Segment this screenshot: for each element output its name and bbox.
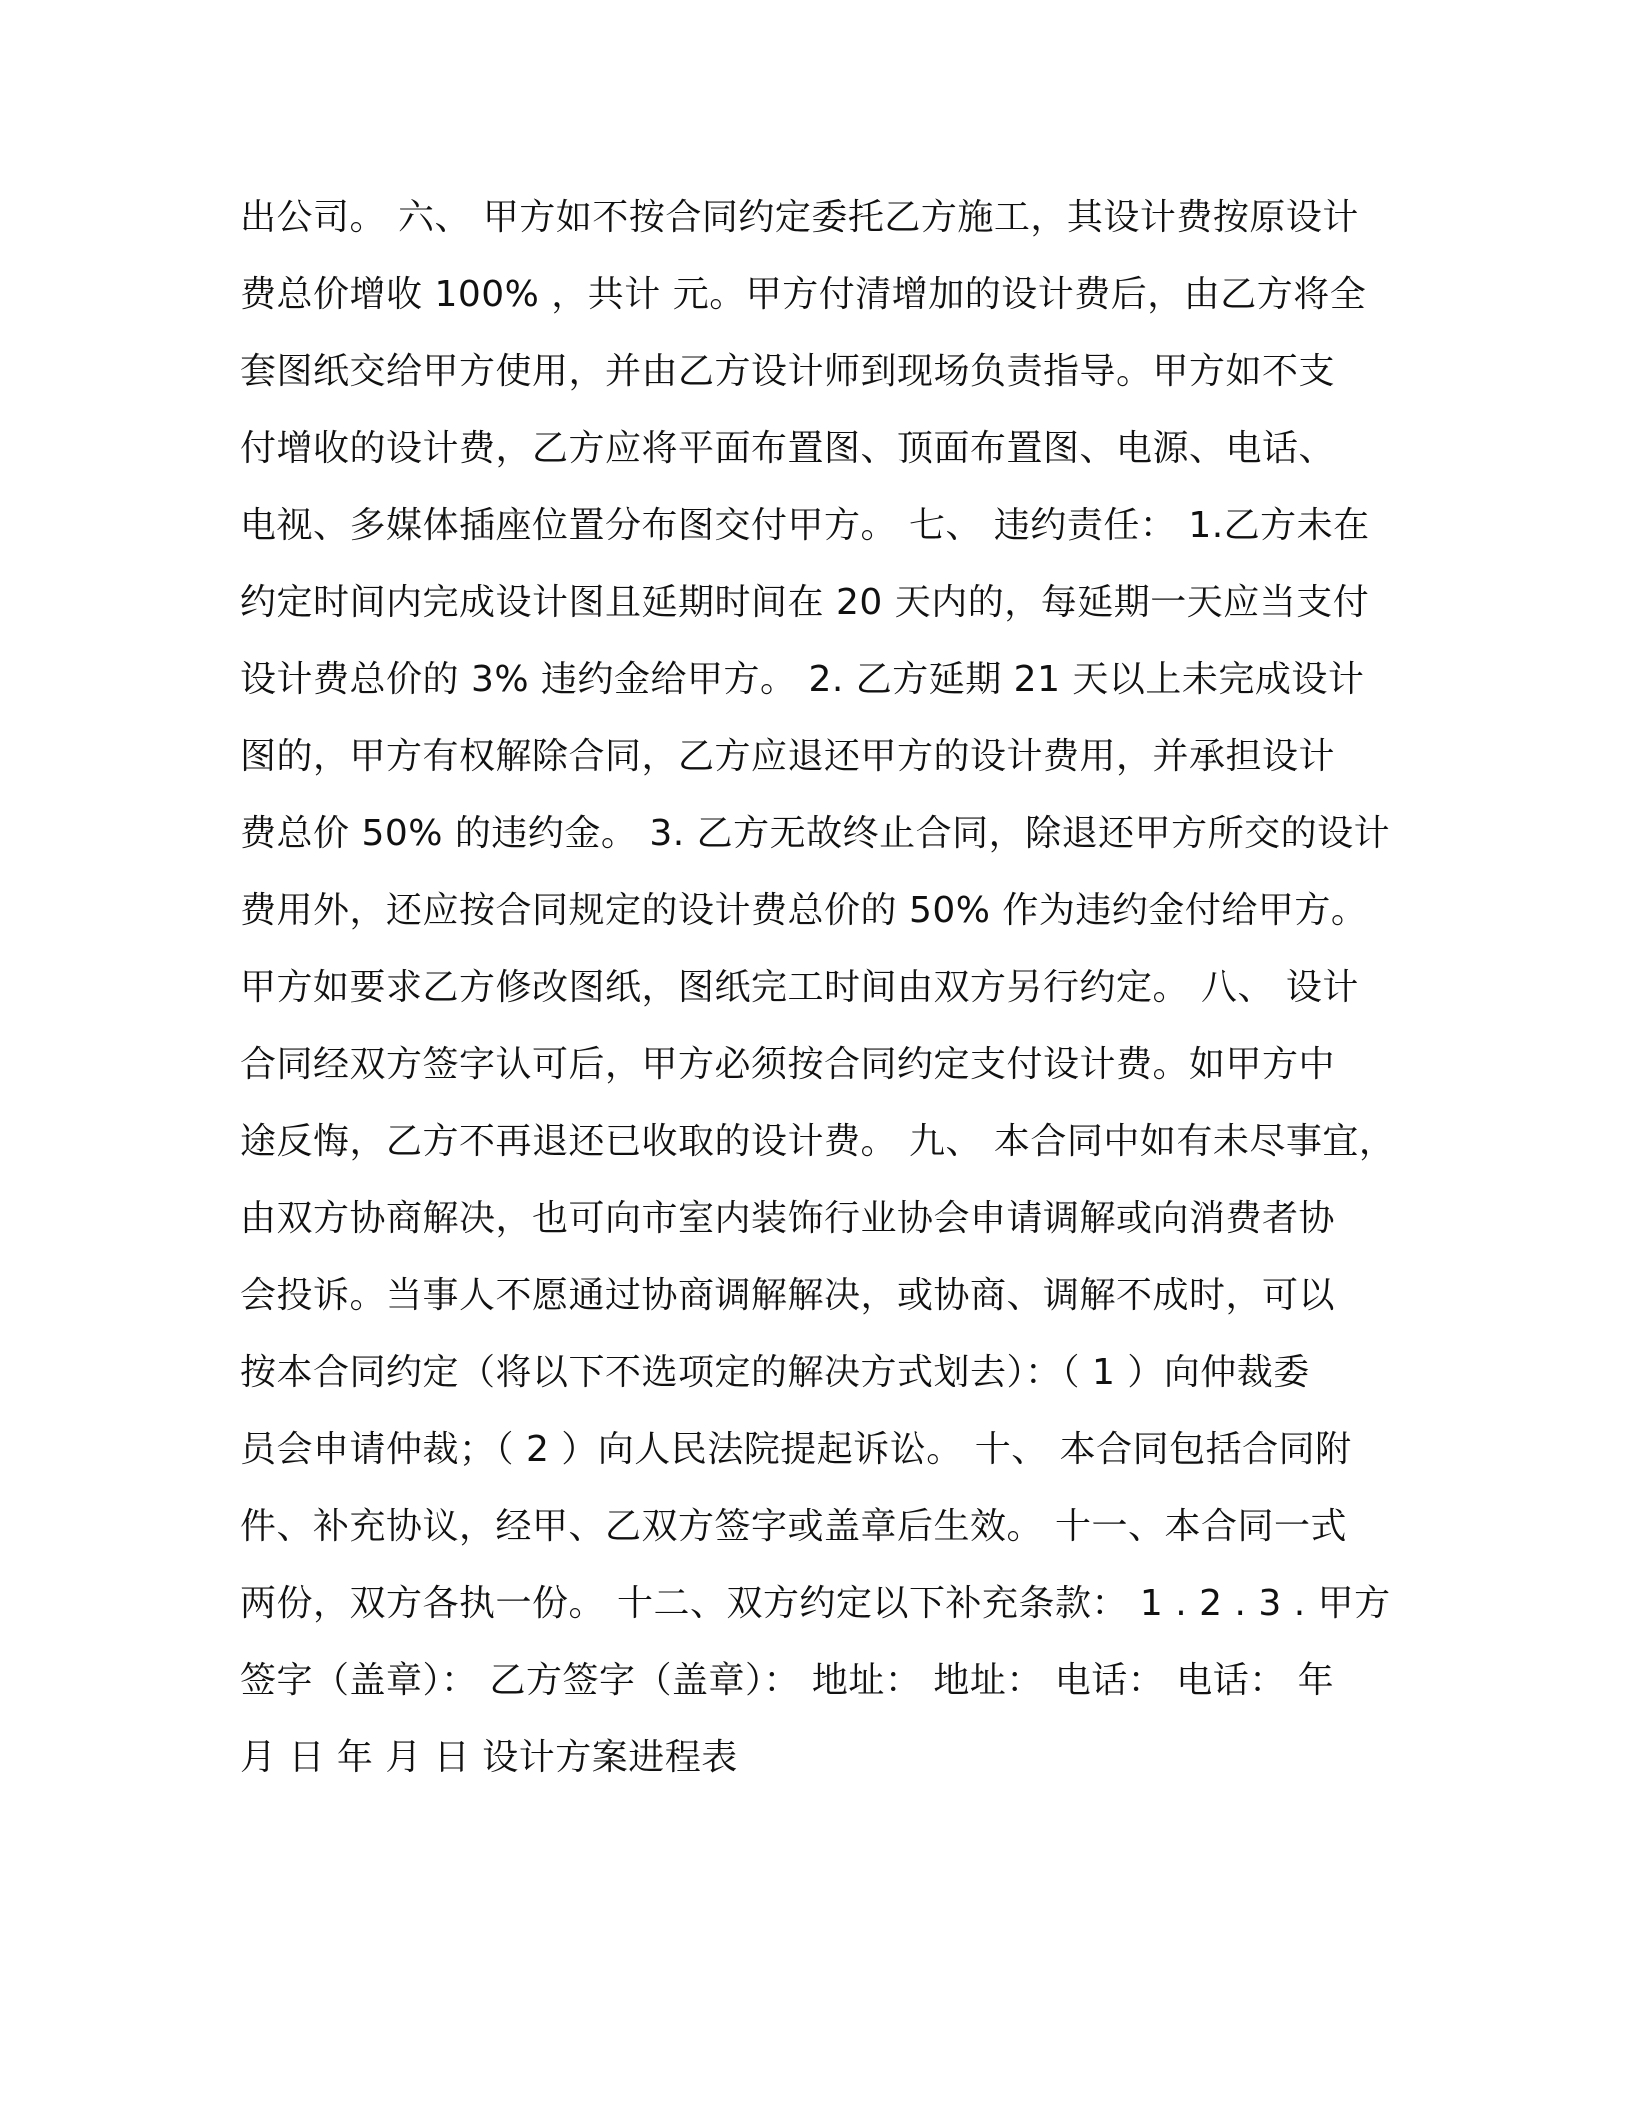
text-line: 途反悔，乙方不再退还已收取的设计费。 九、 本合同中如有未尽事宜， bbox=[240, 1121, 1396, 1162]
text-line: 图的，甲方有权解除合同，乙方应退还甲方的设计费用，并承担设计 bbox=[240, 736, 1336, 777]
text-line: 由双方协商解决，也可向市室内装饰行业协会申请调解或向消费者协 bbox=[240, 1198, 1336, 1239]
text-line: 费总价增收 100% ，共计 元。甲方付清增加的设计费后，由乙方将全 bbox=[240, 274, 1367, 315]
text-line: 甲方如要求乙方修改图纸，图纸完工时间由双方另行约定。 八、 设计 bbox=[240, 967, 1359, 1008]
contract-body-text bbox=[240, 188, 1420, 1805]
text-line: 设计费总价的 3% 违约金给甲方。 2. 乙方延期 21 天以上未完成设计 bbox=[240, 659, 1365, 700]
text-line: 会投诉。当事人不愿通过协商调解解决，或协商、调解不成时，可以 bbox=[240, 1275, 1336, 1316]
text-line: 出公司。 六、 甲方如不按合同约定委托乙方施工，其设计费按原设计 bbox=[240, 197, 1359, 238]
text-line: 电视、多媒体插座位置分布图交付甲方。 七、 违约责任： 1.乙方未在 bbox=[240, 505, 1370, 546]
text-line: 套图纸交给甲方使用，并由乙方设计师到现场负责指导。甲方如不支 bbox=[240, 351, 1336, 392]
text-line: 按本合同约定（将以下不选项定的解决方式划去）：（ 1 ）向仲裁委 bbox=[240, 1352, 1310, 1393]
text-line: 员会申请仲裁；（ 2 ）向人民法院提起诉讼。 十、 本合同包括合同附 bbox=[240, 1429, 1352, 1470]
text-line: 费用外，还应按合同规定的设计费总价的 50% 作为违约金付给甲方。 bbox=[240, 890, 1368, 931]
text-line: 约定时间内完成设计图且延期时间在 20 天内的，每延期一天应当支付 bbox=[240, 582, 1370, 623]
text-line: 合同经双方签字认可后，甲方必须按合同约定支付设计费。如甲方中 bbox=[240, 1044, 1336, 1085]
text-line: 月 日 年 月 日 设计方案进程表 bbox=[240, 1737, 738, 1778]
text-line: 签字（盖章）： 乙方签字（盖章）： 地址： 地址： 电话： 电话： 年 bbox=[240, 1660, 1335, 1701]
text-line: 费总价 50% 的违约金。 3. 乙方无故终止合同，除退还甲方所交的设计 bbox=[240, 813, 1391, 854]
text-line: 件、补充协议，经甲、乙双方签字或盖章后生效。 十一、本合同一式 bbox=[240, 1506, 1347, 1547]
text-line: 付增收的设计费，乙方应将平面布置图、顶面布置图、电源、电话、 bbox=[240, 428, 1336, 469]
text-line: 两份，双方各执一份。 十二、双方约定以下补充条款： 1 . 2 . 3 . 甲方 bbox=[240, 1583, 1391, 1624]
